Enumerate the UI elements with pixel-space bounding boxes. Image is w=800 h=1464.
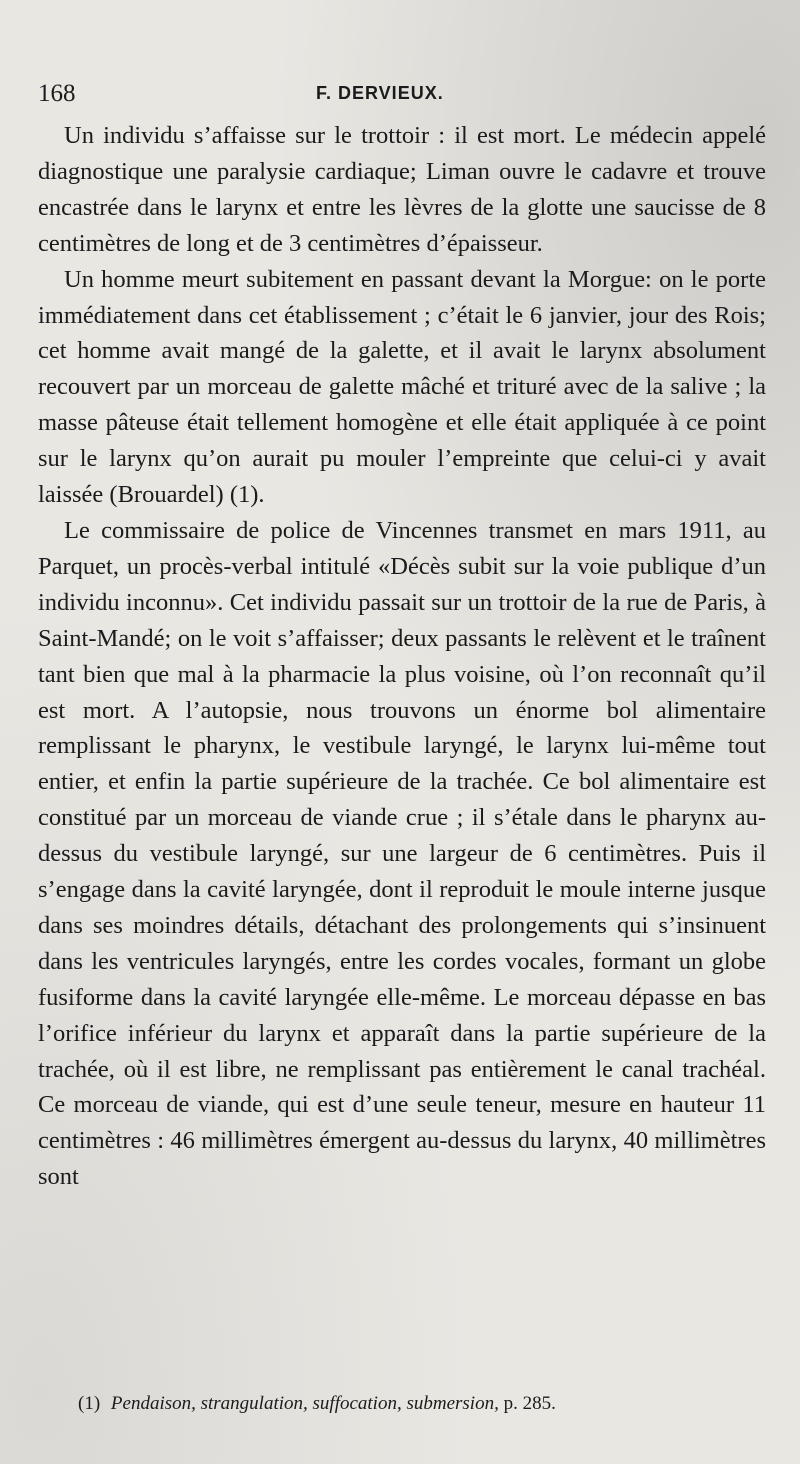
footnote <box>78 1392 768 1416</box>
paragraph-morgue: Un homme meurt subitement en passant devant la Morgue: on le porte immédiatement dans cet établissement ; c’était le 6 janvier, jour des Rois; cet homme avait mangé de la galette, et il avait le larynx absolument recouvert par un morceau de galette mâché et trituré avec de la salive ; la masse pâteuse était tellement homogène et elle était appliquée à ce point sur le larynx qu’on aurait pu mouler l’empreinte que celui-ci y avait laissée (Brouardel) (1). <box>38 265 766 509</box>
page-number: 168 <box>38 80 76 107</box>
running-head: F. DERVIEUX. <box>316 83 444 103</box>
paragraph-vincennes: Le commissaire de police de Vincennes transmet en mars 1911, au Parquet, un procès-verbal intitulé «Décès subit sur la voie publique d’un individu inconnu». Cet individu passait sur un trottoir de la rue de Paris, à Saint-Mandé; on le voit s’affaisser; deux passants le relèvent et le traînent tant bien que mal à la pharmacie la plus voisine, où l’on reconnaît qu’il est mort. A l’autopsie, nous trouvons un énorme bol alimentaire remplissant le pharynx, le vestibule laryngé, le larynx lui-même tout entier, et enfin la partie supérieure de la trachée. Ce bol alimentaire est constitué par un morceau de viande crue ; il s’étale dans le pharynx au-dessus du vestibule laryngé, sur une largeur de 6 centimètres. Puis il s’engage dans la cavité laryngée, dont il reproduit le moule interne jusque dans ses moindres détails, détachant des prolongements qui s’insinuent dans les ventricules laryngés, entre les cordes vocales, formant un globe fusiforme dans la cavité laryngée elle-même. Le morceau dépasse en bas l’orifice inférieur du larynx et apparaît dans la partie supérieure de la trachée, où il est libre, ne remplissant pas entièrement le canal trachéal. Ce morceau de viande, qui est d’une seule teneur, mesure en hauteur 11 centimètres : 46 millimètres émergent au-dessus du larynx, 40 millimètres sont <box>38 516 766 1191</box>
paragraph-saucisse: Un individu s’affaisse sur le trottoir : il est mort. Le médecin appelé diagnostique une paralysie cardiaque; Liman ouvre le cadavre et trouve encastrée dans le larynx et entre les lèvres de la glotte une saucisse de 8 centimètres de long et de 3 centimètres d’épaisseur. <box>38 122 766 257</box>
footnote-mark: (1) <box>78 1393 101 1414</box>
body-text <box>38 118 766 1195</box>
page-header <box>38 80 768 110</box>
footnote-pages: p. 285. <box>503 1393 556 1414</box>
footnote-reference: Pendaison, strangulation, suffocation, submersion, <box>110 1393 499 1414</box>
